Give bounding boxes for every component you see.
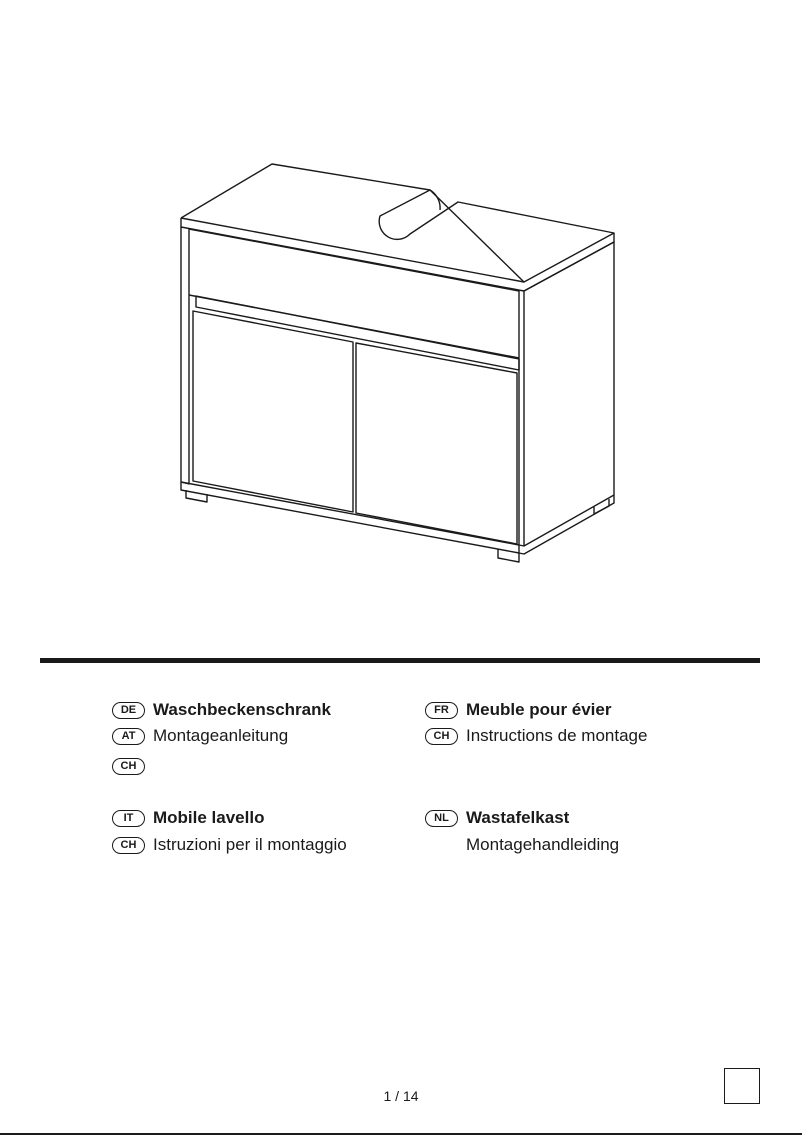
entry-de-title — [112, 698, 331, 722]
entry-ch-fr-subtitle — [425, 724, 647, 748]
entry-at-subtitle — [112, 724, 288, 748]
corner-box — [724, 1068, 760, 1104]
page-number: 1 / 14 — [383, 1088, 419, 1104]
entry-it-title — [112, 806, 264, 830]
country-badge-ch-it: CH — [112, 837, 145, 854]
bottom-rule — [0, 1133, 802, 1135]
country-badge-ch-fr: CH — [425, 728, 458, 745]
entry-ch — [112, 754, 153, 778]
entry-ch-it-subtitle — [112, 833, 347, 857]
country-badge-at: AT — [112, 728, 145, 745]
title-de: Waschbeckenschrank — [153, 700, 331, 719]
entry-fr-title — [425, 698, 611, 722]
country-badge-it: IT — [112, 810, 145, 827]
country-badge-fr: FR — [425, 702, 458, 719]
subtitle-it: Istruzioni per il montaggio — [153, 835, 347, 854]
title-fr: Meuble pour évier — [466, 700, 612, 719]
entry-nl-subtitle — [466, 833, 619, 857]
title-it: Mobile lavello — [153, 808, 265, 827]
country-badge-ch: CH — [112, 758, 145, 775]
subtitle-de: Montageanleitung — [153, 726, 289, 745]
subtitle-fr: Instructions de montage — [466, 726, 648, 745]
country-badge-nl: NL — [425, 810, 458, 827]
country-badge-de: DE — [112, 702, 145, 719]
separator-rule — [40, 658, 760, 663]
title-nl: Wastafelkast — [466, 808, 570, 827]
subtitle-nl: Montagehandleiding — [466, 835, 620, 854]
entry-nl-title — [425, 806, 569, 830]
